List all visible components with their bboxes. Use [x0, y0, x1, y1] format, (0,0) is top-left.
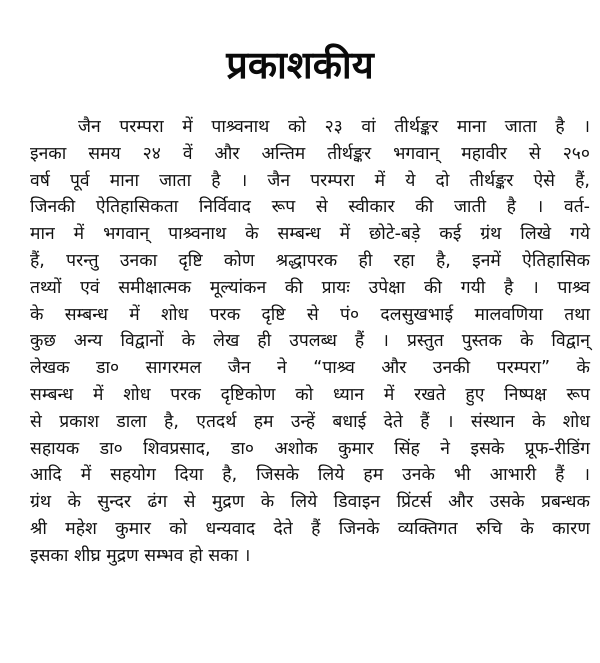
paragraph-line: हैं, परन्तु उनका दृष्टि कोण श्रद्धापरक ही रहा है, इनमें ऐतिहासिक — [30, 250, 590, 271]
paragraph-line: के सम्बन्ध में शोध परक दृष्टि से पं० दलसुखभाई मालवणिया तथा — [30, 304, 590, 325]
paragraph-line: ग्रंथ के सुन्दर ढंग से मुद्रण के लिये डिवाइन प्रिंटर्स और उसके प्रबन्धक — [30, 492, 590, 513]
paragraph-line: जिनकी ऐतिहासिकता निर्विवाद रूप से स्वीकार की जाती है । वर्त- — [30, 197, 590, 218]
paragraph-line: कुछ अन्य विद्वानों के लेख ही उपलब्ध हैं । प्रस्तुत पुस्तक के विद्वान् — [30, 331, 590, 352]
paragraph-line: आदि में सहयोग दिया है, जिसके लिये हम उनके भी आभारी हैं । — [30, 465, 590, 486]
paragraph-line: लेखक डा० सागरमल जैन ने “पाश्र्व और उनकी परम्परा” के — [30, 358, 590, 379]
paragraph-line: श्री महेश कुमार को धन्यवाद देते हैं जिनके व्यक्तिगत रुचि के कारण — [30, 518, 590, 539]
paragraph-line: इनका समय २४ वें और अन्तिम तीर्थङ्कर भगवान् महावीर से २५० — [30, 143, 590, 164]
paragraph-line: इसका शीघ्र मुद्रण सम्भव हो सका । — [30, 545, 251, 566]
paragraph-line: तथ्यों एवं समीक्षात्मक मूल्यांकन की प्रायः उपेक्षा की गयी है । पाश्र्व — [30, 277, 590, 298]
paragraph-line: मान में भगवान् पाश्र्वनाथ के सम्बन्ध में छोटे-बड़े कई ग्रंथ लिखे गये — [30, 224, 590, 245]
body-paragraph — [30, 114, 590, 570]
paragraph-line: जैन परम्परा में पाश्र्वनाथ को २३ वां तीर्थङ्कर माना जाता है । — [78, 117, 590, 137]
paragraph-line: सहायक डा० शिवप्रसाद, डा० अशोक कुमार सिंह ने इसके प्रूफ-रीडिंग — [30, 438, 590, 459]
paragraph-line: से प्रकाश डाला है, एतदर्थ हम उन्हें बधाई देते हैं । संस्थान के शोध — [30, 411, 590, 432]
paragraph-line: वर्ष पूर्व माना जाता है । जैन परम्परा में ये दो तीर्थङ्कर ऐसे हैं, — [30, 170, 590, 191]
page-title: प्रकाशकीय — [226, 43, 374, 87]
paragraph-line: सम्बन्ध में शोध परक दृष्टिकोण को ध्यान में रखते हुए निष्पक्ष रूप — [30, 384, 590, 405]
